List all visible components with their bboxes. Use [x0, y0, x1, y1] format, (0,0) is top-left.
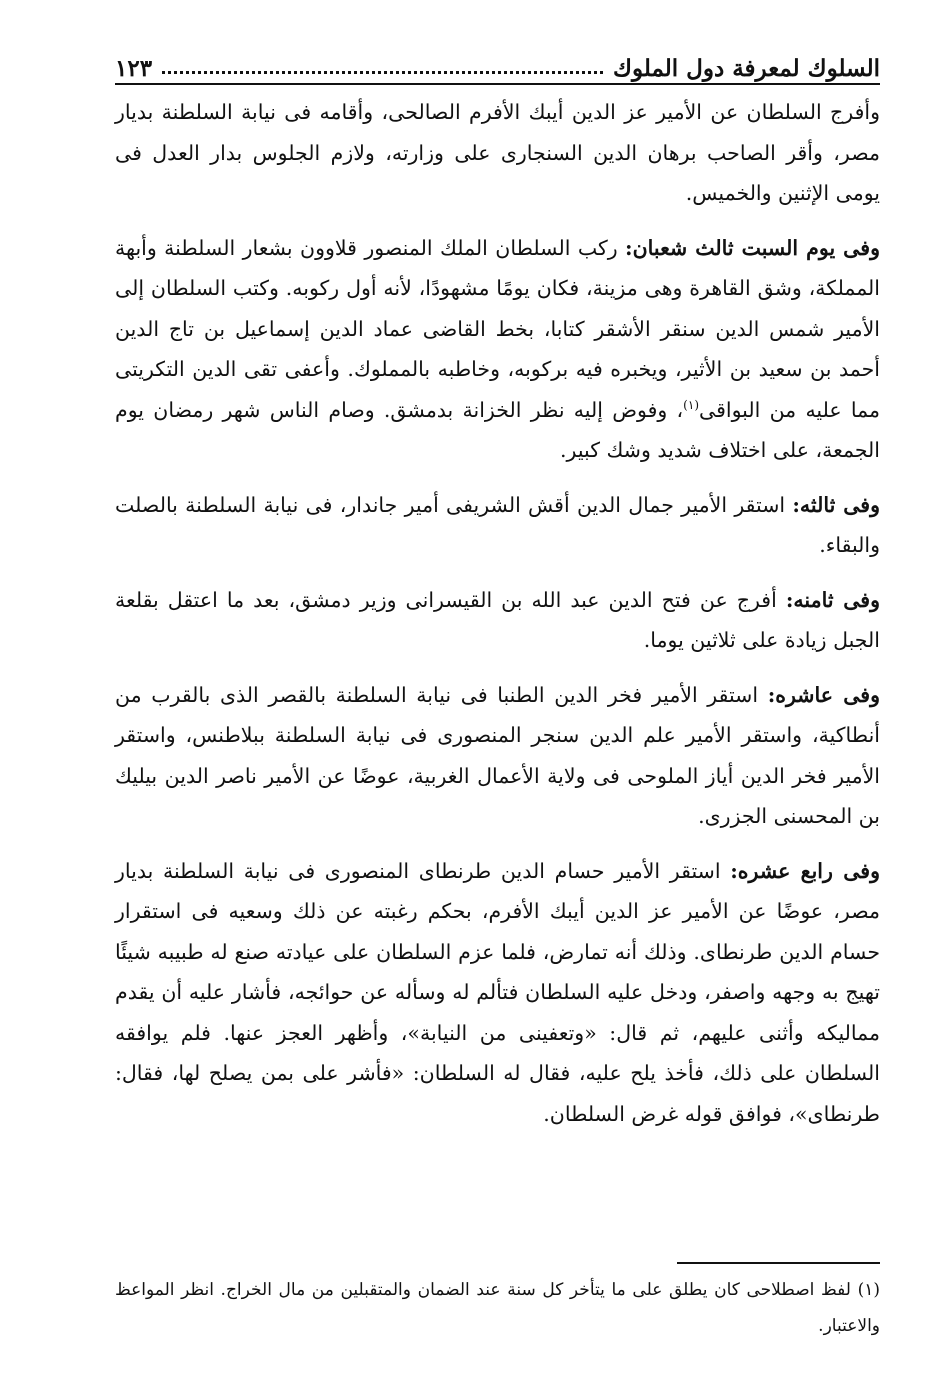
footnote-rule	[677, 1262, 880, 1264]
paragraph-2	[115, 228, 880, 471]
page-number: ١٢٣	[115, 55, 153, 82]
paragraph-2-text-after: ، وفوض إليه نظر الخزانة بدمشق. وصام الناس شهر رمضان يوم الجمعة، على اختلاف شديد وشك كبير.	[115, 397, 880, 462]
running-header	[115, 40, 880, 82]
paragraph-5-lead: وفى عاشره:	[767, 682, 880, 707]
footnote: (١) لفظ اصطلاحى كان يطلق على ما يتأخر كل سنة عند الضمان والمتقبلين من مال الخراج. انظر المواعظ والاعتبار.	[115, 1280, 880, 1336]
paragraph-2-lead: وفى يوم السبت ثالث شعبان:	[625, 235, 880, 260]
paragraph-6-text: استقر الأمير حسام الدين طرنطاى المنصورى فى نيابة السلطنة بديار مصر، عوضًا عن الأمير عز الدين أيبك الأفرم، بحكم رغبته عن ذلك وسعيه فى استقرار حسام الدين طرنطاى. وذلك أنه تمارض، فلما عزم السلطان على عيادته صنع له طبيبه شيئًا تهيج به وجهه واصفر، ودخل عليه السلطان فتألم له وسأله عن حوائجه، فأشار عليه أن يقدم مماليكه وأثنى عليهم، ثم قال: «وتعفينى من النيابة»، وأظهر العجز عنها. فلم يوافقه السلطان على ذلك، فأخذ يلح عليه، فقال له السلطان: «فأشر على بمن يصلح لها، فقال: طرنطاى»، فوافق قوله غرض السلطان.	[115, 858, 880, 1126]
paragraph-6-lead: وفى رابع عشره:	[730, 858, 880, 883]
paragraph-3-text: استقر الأمير جمال الدين أقش الشريفى أمير جاندار، فى نيابة السلطنة بالصلت والبقاء.	[115, 492, 880, 557]
leader-dots	[162, 71, 603, 74]
paragraph-4	[115, 580, 880, 661]
footnote-ref: (١)	[683, 397, 699, 412]
paragraph-5	[115, 675, 880, 837]
paragraph-2-text: ركب السلطان الملك المنصور قلاوون بشعار السلطنة وأبهة المملكة، وشق القاهرة وهى مزينة، فكان يومًا مشهودًا، لأنه أول ركوبه. وكتب السلطان إلى الأمير شمس الدين سنقر الأشقر كتابا، بخط القاضى عماد الدين إسماعيل بن تاج الدين أحمد بن سعيد بن الأثير، ويخبره فيه بركوبه، وخاطبه بالمملوك. وأعفى تقى الدين التكريتى مما عليه من البواقى	[115, 235, 881, 422]
book-title: السلوك لمعرفة دول الملوك	[612, 55, 880, 82]
header-rule	[115, 83, 880, 85]
paragraph-3-lead: وفى ثالثه:	[792, 492, 880, 517]
paragraph-5-text: استقر الأمير فخر الدين الطنبا فى نيابة السلطنة بالقصر الذى بالقرب من أنطاكية، واستقر الأمير علم الدين سنجر المنصورى فى نيابة السلطنة ببلاطنس، واستقر الأمير فخر الدين أياز الملوحى فى ولاية الأعمال الغربية، عوضًا عن الأمير ناصر الدين بيليك بن المحسنى الجزرى.	[115, 682, 880, 828]
main-text	[115, 92, 880, 1148]
paragraph-1	[115, 92, 880, 214]
paragraph-6	[115, 851, 880, 1135]
paragraph-1-text: وأفرج السلطان عن الأمير عز الدين أيبك الأفرم الصالحى، وأقامه فى نيابة السلطنة بديار مصر، وأقر الصاحب برهان الدين السنجارى على وزارته، ولازم الجلوس بدار العدل فى يومى الإثنين والخميس.	[115, 100, 880, 205]
paragraph-4-text: أفرج عن فتح الدين عبد الله بن القيسرانى وزير دمشق، بعد ما اعتقل بقلعة الجبل زيادة على ثلاثين يوما.	[115, 587, 880, 652]
paragraph-4-lead: وفى ثامنه:	[785, 587, 880, 612]
paragraph-3	[115, 485, 880, 566]
